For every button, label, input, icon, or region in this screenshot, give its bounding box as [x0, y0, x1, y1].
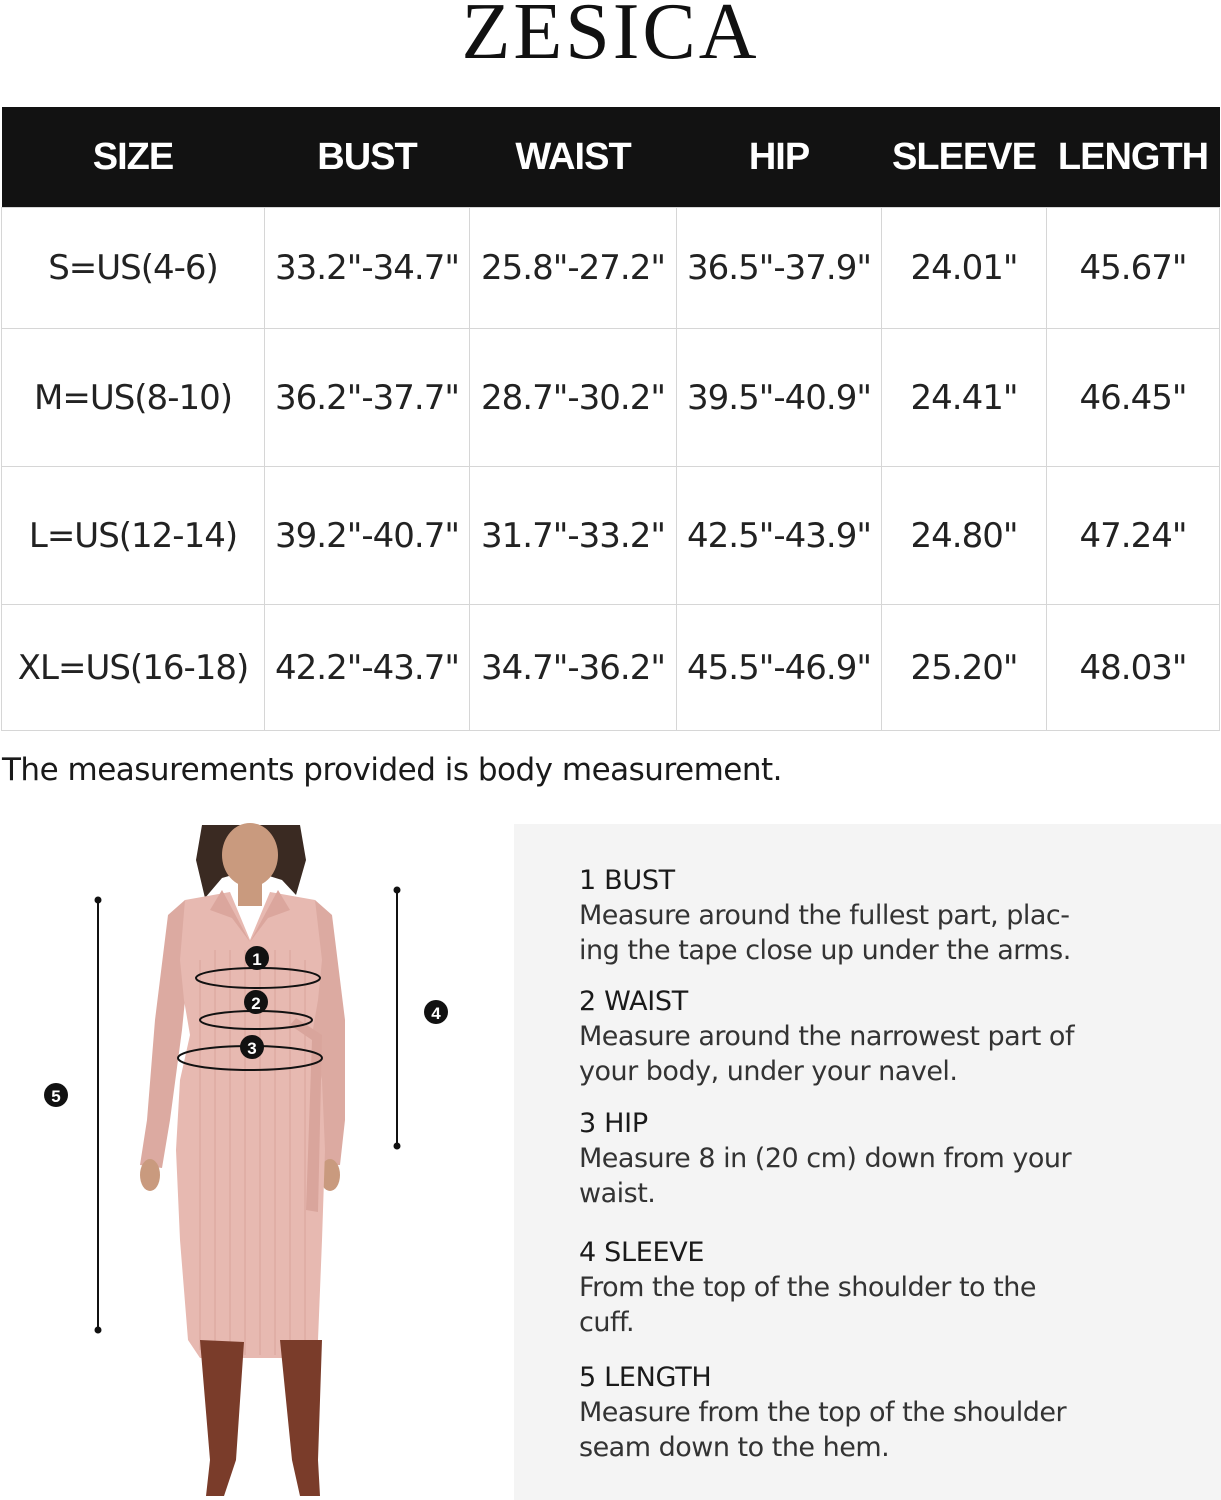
- cell-length: 47.24": [1047, 467, 1220, 605]
- cell-waist: 28.7"-30.2": [470, 329, 677, 467]
- cell-hip: 42.5"-43.9": [677, 467, 882, 605]
- cell-length: 48.03": [1047, 605, 1220, 731]
- svg-text:2: 2: [251, 994, 261, 1013]
- guide-item-length: [579, 1361, 1139, 1465]
- face-shape: [222, 823, 278, 887]
- left-boot: [200, 1340, 244, 1496]
- cell-size: XL=US(16-18): [2, 605, 265, 731]
- left-hand: [140, 1159, 160, 1191]
- svg-text:1: 1: [252, 950, 262, 969]
- guide-title: 4 SLEEVE: [579, 1237, 705, 1268]
- guide-desc-line: ing the tape close up under the arms.: [579, 935, 1071, 966]
- guide-desc-line: your body, under your navel.: [579, 1056, 958, 1087]
- marker-2: [244, 990, 268, 1014]
- cell-sleeve: 25.20": [882, 605, 1047, 731]
- header-length: LENGTH: [1047, 107, 1220, 208]
- svg-text:3: 3: [247, 1039, 257, 1058]
- guide-desc-line: seam down to the hem.: [579, 1432, 890, 1463]
- header-waist: WAIST: [470, 107, 677, 208]
- guide-title: 5 LENGTH: [579, 1362, 712, 1393]
- cell-sleeve: 24.41": [882, 329, 1047, 467]
- guide-desc-line: From the top of the shoulder to the: [579, 1272, 1036, 1303]
- guide-desc-line: cuff.: [579, 1307, 635, 1338]
- guide-item-waist: [579, 985, 1139, 1089]
- header-size: SIZE: [2, 107, 265, 208]
- guide-title: 1 BUST: [579, 865, 675, 896]
- svg-text:5: 5: [51, 1087, 61, 1106]
- cell-bust: 39.2"-40.7": [265, 467, 470, 605]
- guide-item-bust: [579, 864, 1139, 968]
- table-header-row: [2, 107, 1220, 208]
- cell-length: 46.45": [1047, 329, 1220, 467]
- cell-hip: 39.5"-40.9": [677, 329, 882, 467]
- size-chart-table: [1, 107, 1220, 731]
- cell-hip: 36.5"-37.9": [677, 208, 882, 329]
- guide-item-hip: [579, 1107, 1139, 1211]
- guide-desc-line: Measure around the narrowest part of: [579, 1021, 1074, 1052]
- cell-sleeve: 24.80": [882, 467, 1047, 605]
- guide-desc-line: Measure 8 in (20 cm) down from your: [579, 1143, 1072, 1174]
- right-boot: [280, 1340, 322, 1496]
- sleeve-line-cap-bottom: [394, 1143, 401, 1150]
- header-bust: BUST: [265, 107, 470, 208]
- cell-sleeve: 24.01": [882, 208, 1047, 329]
- guide-item-sleeve: [579, 1236, 1139, 1340]
- guide-title: 3 HIP: [579, 1108, 648, 1139]
- cell-bust: 42.2"-43.7": [265, 605, 470, 731]
- length-line-cap-top: [95, 897, 102, 904]
- marker-1: [245, 946, 269, 970]
- table-row: [2, 329, 1220, 467]
- svg-text:4: 4: [431, 1004, 441, 1023]
- cell-size: L=US(12-14): [2, 467, 265, 605]
- cell-waist: 25.8"-27.2": [470, 208, 677, 329]
- cell-waist: 34.7"-36.2": [470, 605, 677, 731]
- sleeve-line-cap-top: [394, 887, 401, 894]
- table-row: [2, 208, 1220, 329]
- model-figure-illustration: [0, 820, 500, 1500]
- cell-bust: 33.2"-34.7": [265, 208, 470, 329]
- header-sleeve: SLEEVE: [882, 107, 1047, 208]
- table-row: [2, 467, 1220, 605]
- guide-desc-line: waist.: [579, 1178, 656, 1209]
- cell-hip: 45.5"-46.9": [677, 605, 882, 731]
- measurement-guide-panel: [514, 824, 1221, 1500]
- cell-bust: 36.2"-37.7": [265, 329, 470, 467]
- cell-waist: 31.7"-33.2": [470, 467, 677, 605]
- cell-size: M=US(8-10): [2, 329, 265, 467]
- marker-5: [44, 1083, 68, 1107]
- measurement-note: The measurements provided is body measurement.: [2, 752, 783, 788]
- guide-title: 2 WAIST: [579, 986, 688, 1017]
- brand-logo: ZESICA: [461, 0, 760, 76]
- length-line-cap-bottom: [95, 1327, 102, 1334]
- cell-length: 45.67": [1047, 208, 1220, 329]
- guide-desc-line: Measure around the fullest part, plac-: [579, 900, 1070, 931]
- guide-desc-line: Measure from the top of the shoulder: [579, 1397, 1067, 1428]
- neck-shape: [238, 880, 262, 906]
- marker-3: [240, 1035, 264, 1059]
- header-hip: HIP: [677, 107, 882, 208]
- table-row: [2, 605, 1220, 731]
- marker-4: [424, 1000, 448, 1024]
- cell-size: S=US(4-6): [2, 208, 265, 329]
